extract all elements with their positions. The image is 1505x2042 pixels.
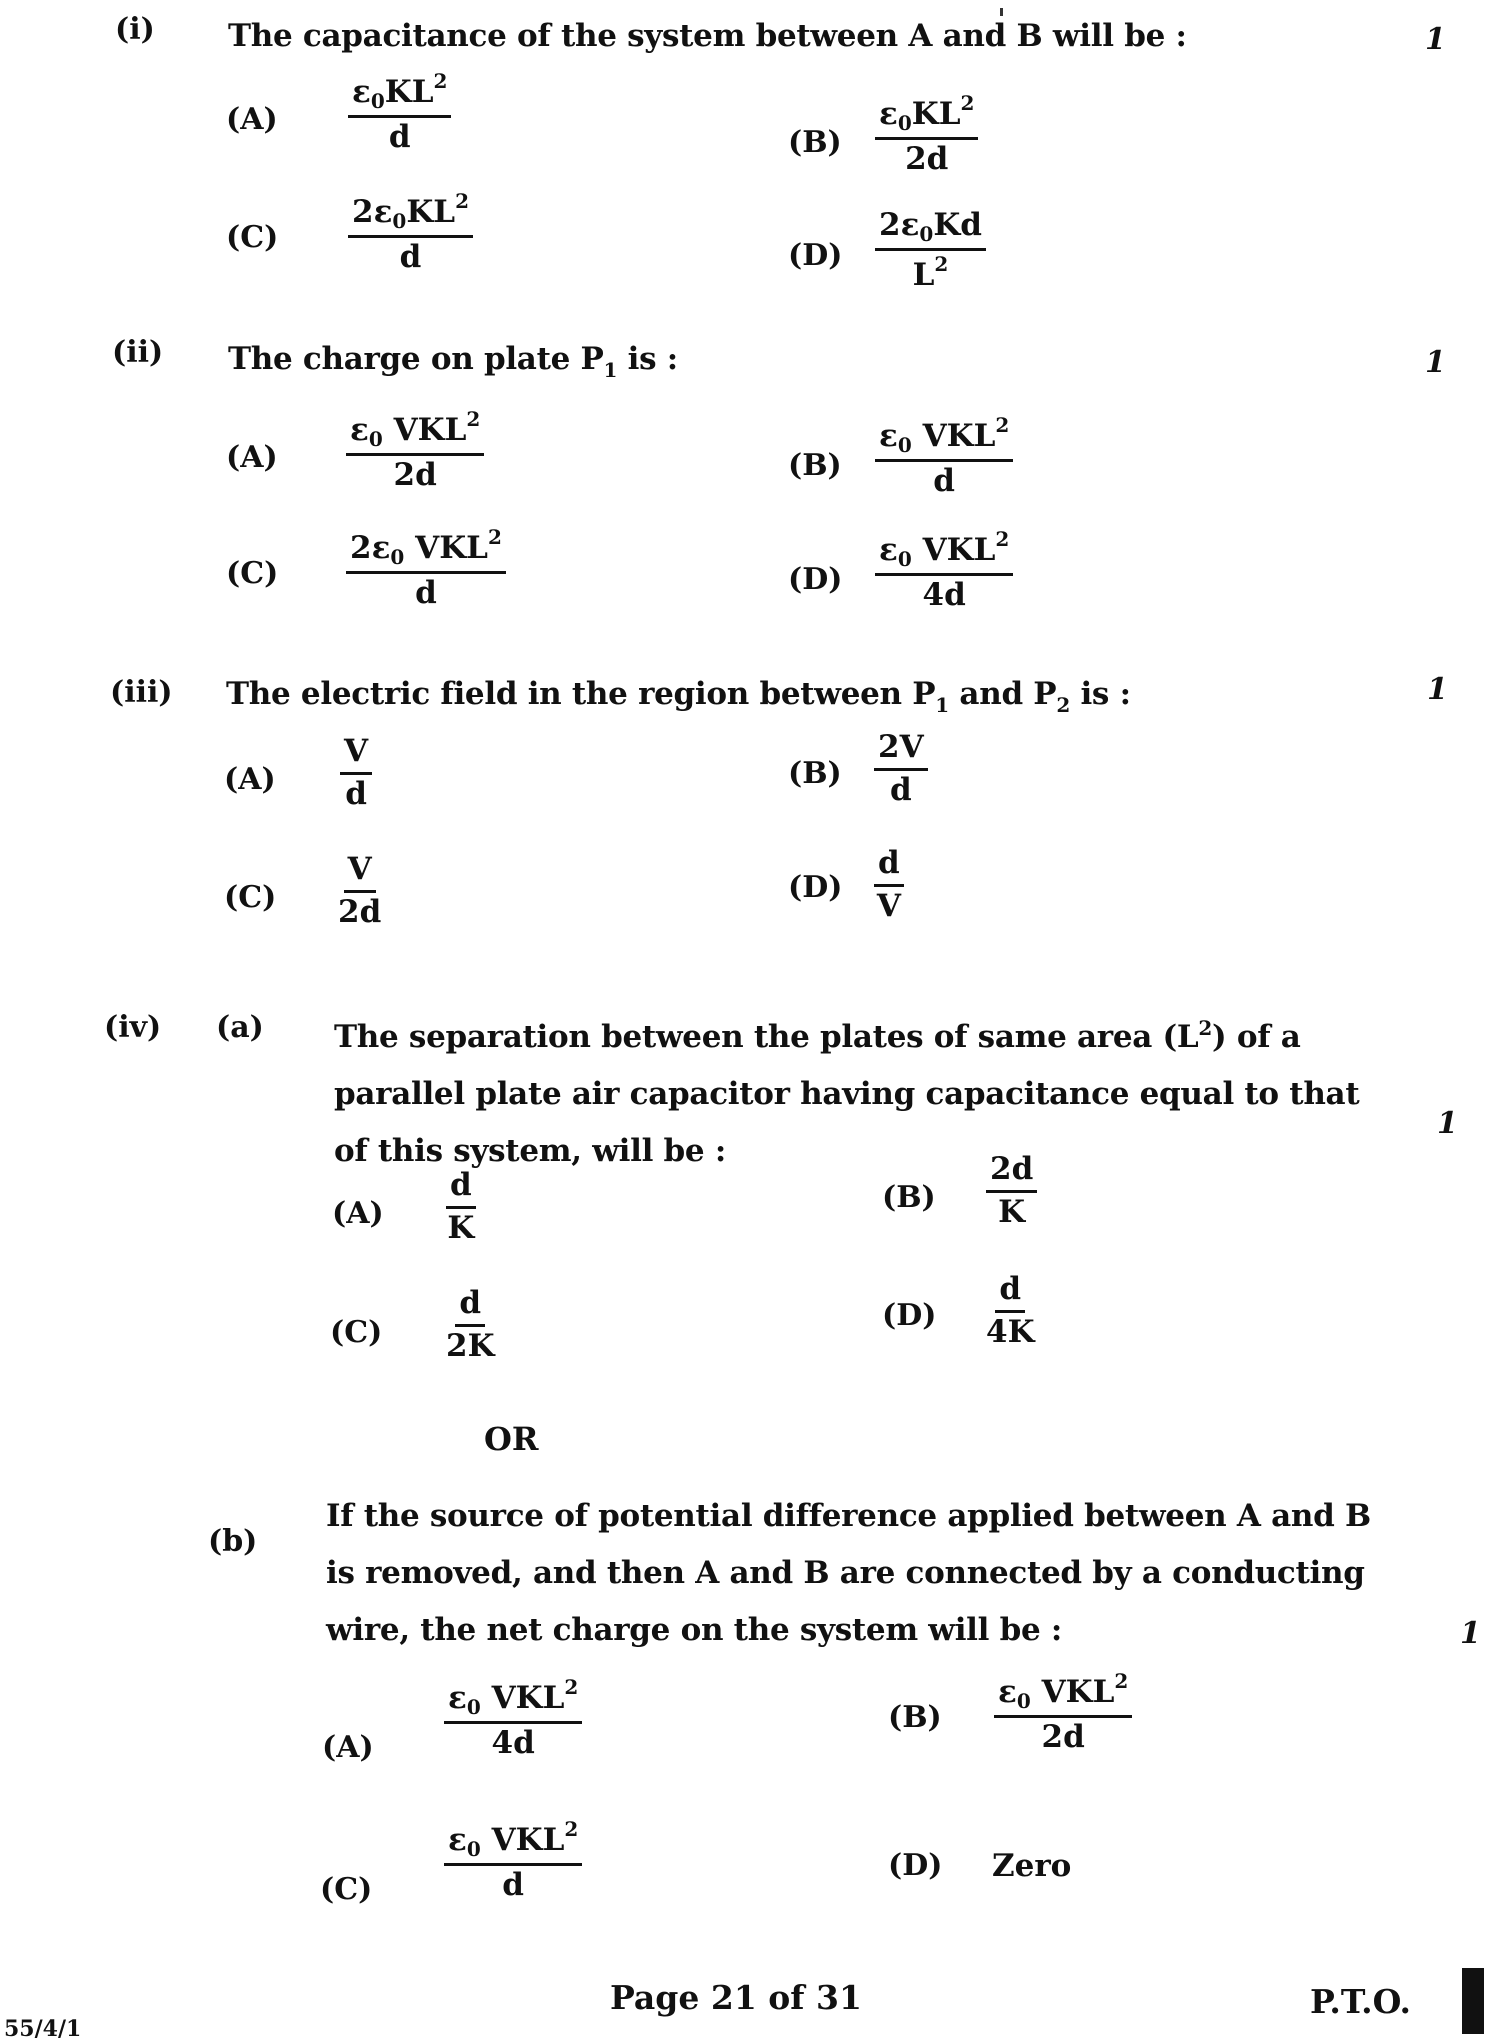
denominator: d (345, 775, 367, 812)
denominator: 2d (905, 141, 949, 177)
option-b-formula[interactable]: $\frac{2d}{K}$ (986, 1152, 1037, 1230)
superscript: 2 (466, 407, 481, 431)
option-label: (B) (882, 1180, 936, 1215)
option-label: (B) (788, 756, 842, 791)
text-line: wire, the net charge on the system will be : (326, 1612, 1063, 1648)
question-text (334, 1000, 1374, 1180)
question-number: (iii) (110, 675, 173, 710)
option-label: (C) (226, 220, 279, 255)
question-number: (iv) (104, 1010, 162, 1045)
text-line: of this system, will be : (334, 1133, 726, 1169)
denominator: 4d (922, 577, 966, 613)
option-label: (A) (332, 1196, 384, 1231)
option-a-formula[interactable] (444, 1676, 582, 1762)
denominator: d (415, 575, 437, 611)
numerator: VKL (480, 1680, 565, 1716)
subscript: 1 (935, 693, 949, 717)
option-label: (A) (224, 762, 276, 797)
numerator: VKL (404, 530, 488, 566)
denominator: K (447, 1209, 475, 1246)
option-label: (D) (788, 562, 843, 597)
option-label: (A) (322, 1730, 374, 1765)
denominator: K (998, 1193, 1026, 1230)
question-number: (ii) (112, 335, 164, 370)
subscript: 0 (919, 222, 934, 246)
option-d-formula[interactable]: $\frac{d}{V}$ (874, 846, 904, 924)
page-number: Page 21 of 31 (610, 1978, 862, 2017)
option-c-formula[interactable] (346, 526, 506, 612)
subscript: 1 (603, 358, 618, 382)
epsilon: ε (352, 74, 371, 110)
marks: 1 (1460, 1616, 1481, 1651)
denominator: 2K (446, 1327, 495, 1364)
epsilon: 2ε (350, 530, 391, 566)
option-label: (B) (788, 125, 842, 160)
option-c-formula[interactable] (348, 190, 473, 276)
question-text (326, 1488, 1426, 1659)
subscript: 0 (370, 89, 385, 113)
subscript: 0 (1016, 1689, 1031, 1713)
subscript: 0 (466, 1837, 481, 1861)
option-a-formula[interactable] (348, 70, 451, 156)
epsilon: ε (350, 412, 369, 448)
option-label: (A) (226, 102, 278, 137)
epsilon: 2ε (352, 194, 393, 230)
denominator: d (502, 1867, 524, 1903)
denominator: d (399, 239, 422, 275)
option-label: (C) (224, 880, 277, 915)
option-b-formula[interactable] (994, 1670, 1132, 1756)
numerator: KL (911, 96, 961, 132)
part-label: (b) (208, 1524, 258, 1559)
denominator: 4K (986, 1313, 1035, 1350)
marks: 1 (1425, 22, 1446, 57)
epsilon: ε (448, 1680, 467, 1716)
part-label: (a) (216, 1010, 264, 1045)
epsilon: ε (879, 532, 898, 568)
subscript: 2 (1056, 693, 1070, 717)
option-c-formula[interactable]: $\frac{V}{2d}$ (338, 851, 382, 930)
subscript: 0 (368, 427, 383, 451)
option-label: (D) (788, 870, 843, 905)
text-line: is removed, and then A and B are connected by a conducting (326, 1555, 1365, 1591)
text: The electric field in the region between P (226, 676, 936, 712)
superscript: 2 (564, 1675, 579, 1699)
option-label: (B) (788, 448, 842, 483)
option-b-formula[interactable]: $\frac{2V}{d}$ (874, 730, 928, 808)
subscript: 0 (897, 547, 912, 571)
superscript: 2 (1198, 1016, 1213, 1040)
question-text (228, 331, 678, 399)
numerator: VKL (480, 1822, 565, 1858)
denominator: 4d (491, 1725, 535, 1761)
pto-label: P.T.O. (1310, 1982, 1411, 2021)
superscript: 2 (960, 91, 975, 115)
option-label: (D) (788, 238, 843, 273)
option-a-formula[interactable]: $\frac{V}{d}$ (340, 734, 372, 812)
text-line: The separation between the plates of same area $(L^2)$ of a (334, 1016, 1301, 1055)
superscript: 2 (995, 413, 1010, 437)
option-d-answer[interactable]: Zero (992, 1848, 1072, 1884)
option-c-formula[interactable] (444, 1818, 582, 1904)
superscript: 2 (934, 252, 949, 276)
option-label: (B) (888, 1700, 942, 1735)
question-number: (i) (115, 12, 155, 47)
epsilon: 2ε (879, 207, 920, 243)
option-d-formula[interactable] (875, 528, 1013, 614)
denominator: d (388, 119, 411, 155)
denominator: 2d (338, 893, 382, 930)
superscript: 2 (995, 527, 1010, 551)
pto-bar-mark (1462, 1968, 1484, 2034)
question-text: The capacitance of the system between A and B will be : (228, 18, 1187, 54)
subscript: 0 (897, 433, 912, 457)
option-label: (A) (226, 440, 278, 475)
superscript: 2 (433, 69, 448, 93)
subscript: 0 (466, 1695, 481, 1719)
option-label: (C) (226, 556, 279, 591)
numerator: KL (406, 194, 456, 230)
subscript: 0 (897, 111, 912, 135)
option-c-formula[interactable]: $\frac{d}{2K}$ (446, 1285, 495, 1364)
text: is : (1069, 676, 1131, 712)
superscript: 2 (487, 525, 502, 549)
option-b-formula[interactable] (875, 92, 978, 178)
numerator: VKL (911, 532, 996, 568)
numerator: VKL (1030, 1674, 1115, 1710)
text-line: parallel plate air capacitor having capacitance equal to that (334, 1076, 1360, 1112)
denominator: d (933, 463, 955, 499)
text: and P (948, 676, 1057, 712)
option-label: (D) (888, 1848, 943, 1883)
superscript: 2 (455, 189, 470, 213)
subscript: 0 (392, 209, 407, 233)
text: The charge on plate P (228, 341, 604, 377)
option-label: (D) (882, 1298, 937, 1333)
numerator: VKL (382, 412, 467, 448)
epsilon: ε (879, 418, 898, 454)
denominator: L (912, 257, 935, 293)
numerator: KL (384, 74, 434, 110)
option-label: (C) (330, 1315, 383, 1350)
option-label: (C) (320, 1872, 373, 1907)
subscript: 0 (390, 545, 405, 569)
option-a-formula[interactable] (346, 408, 484, 494)
option-d-formula[interactable] (875, 208, 986, 294)
text-line: If the source of potential difference applied between A and B (326, 1498, 1371, 1534)
numerator: Kd (933, 207, 982, 243)
superscript: 2 (564, 1817, 579, 1841)
epsilon: ε (879, 96, 898, 132)
or-separator: OR (484, 1420, 539, 1458)
marks: 1 (1427, 672, 1448, 707)
paper-code: 55/4/1 (4, 2016, 82, 2042)
marks: 1 (1437, 1106, 1458, 1141)
option-d-formula[interactable]: $\frac{d}{4K}$ (986, 1271, 1035, 1350)
option-a-formula[interactable]: $\frac{d}{K}$ (447, 1167, 475, 1246)
marks: 1 (1425, 345, 1446, 380)
question-text (226, 666, 1131, 734)
denominator: d (889, 771, 912, 808)
superscript: 2 (1114, 1669, 1129, 1693)
epsilon: ε (448, 1822, 467, 1858)
epsilon: ε (998, 1674, 1017, 1710)
denominator: V (876, 887, 901, 924)
numerator: VKL (911, 418, 996, 454)
option-b-formula[interactable] (875, 414, 1013, 500)
text: is : (617, 341, 678, 377)
denominator: 2d (393, 457, 437, 493)
denominator: 2d (1041, 1719, 1085, 1755)
